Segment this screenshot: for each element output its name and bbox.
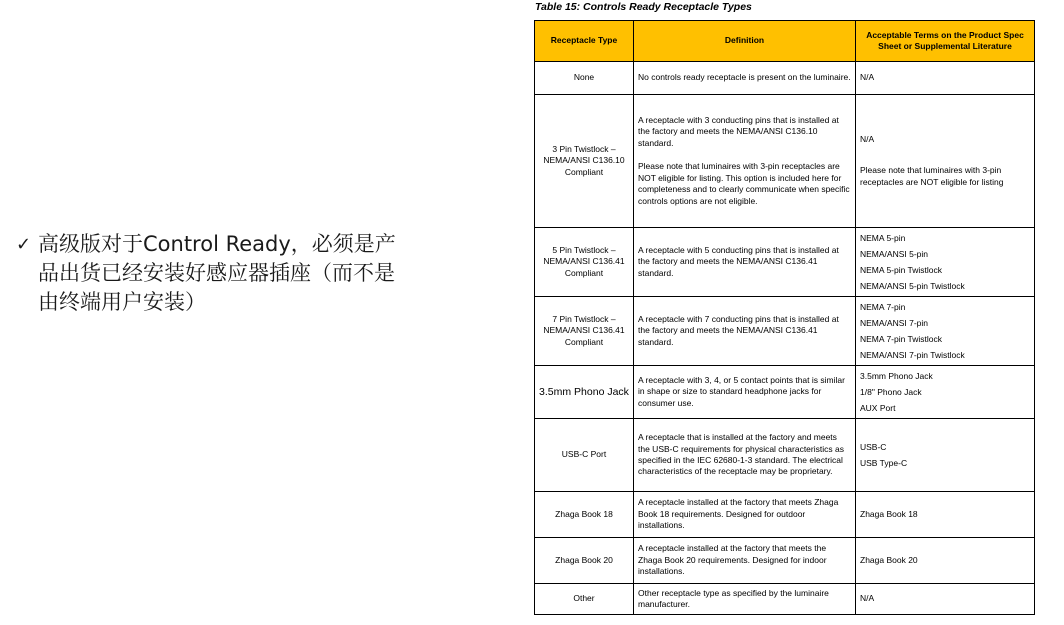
table-row: [535, 492, 1035, 538]
term-item: NEMA/ANSI 5-pin: [860, 249, 929, 259]
cell-definition: No controls ready receptacle is present on the luminaire.: [634, 62, 856, 95]
term-item: NEMA 7-pin Twistlock: [860, 334, 943, 344]
cell-definition: A receptacle with 5 conducting pins that is installed at the factory and meets the NEMA/ANSI C136.41 standard.: [634, 228, 856, 297]
bullet-text: 高级版对于Control Ready，必须是产品出货已经安装好感应器插座（而不是由终端用户安装）: [38, 232, 396, 314]
term-item: NEMA/ANSI 5-pin Twistlock: [860, 281, 965, 291]
cell-type: Zhaga Book 18: [535, 492, 634, 538]
terms-note: Please note that luminaires with 3-pin receptacles are NOT eligible for listing: [860, 165, 1004, 187]
cell-terms: [856, 95, 1035, 228]
cell-definition: A receptacle installed at the factory that meets the Zhaga Book 20 requirements. Designed for indoor installations.: [634, 538, 856, 584]
cell-definition: A receptacle installed at the factory that meets Zhaga Book 18 requirements. Designed for outdoor installations.: [634, 492, 856, 538]
term-item: USB-C: [860, 442, 887, 452]
term-item: NEMA/ANSI 7-pin Twistlock: [860, 350, 965, 360]
header-receptacle-type: Receptacle Type: [535, 21, 634, 62]
cell-type: Zhaga Book 20: [535, 538, 634, 584]
cell-terms: N/A: [856, 584, 1035, 615]
term-item: 3.5mm Phono Jack: [860, 371, 933, 381]
cell-type: 7 Pin Twistlock – NEMA/ANSI C136.41 Compliant: [535, 297, 634, 366]
header-acceptable-terms: Acceptable Terms on the Product Spec Sheet or Supplemental Literature: [856, 21, 1035, 62]
cell-terms: [856, 228, 1035, 297]
cell-terms: Zhaga Book 18: [856, 492, 1035, 538]
term-item: NEMA 5-pin Twistlock: [860, 265, 943, 275]
table-row: [535, 366, 1035, 419]
cell-definition: Other receptacle type as specified by the luminaire manufacturer.: [634, 584, 856, 615]
term-item: NEMA/ANSI 7-pin: [860, 318, 929, 328]
cell-type: None: [535, 62, 634, 95]
table-caption: Table 15: Controls Ready Receptacle Types: [535, 1, 752, 13]
table-row: [535, 62, 1035, 95]
table-row: [535, 228, 1035, 297]
header-definition: Definition: [634, 21, 856, 62]
table-row: [535, 419, 1035, 492]
cell-type: 3.5mm Phono Jack: [535, 366, 634, 419]
table-header-row: [535, 21, 1035, 62]
term-item: NEMA 5-pin: [860, 233, 906, 243]
table-row: [535, 297, 1035, 366]
term-item: NEMA 7-pin: [860, 302, 906, 312]
checkmark-icon: ✓: [16, 234, 32, 255]
definition-note: Please note that luminaires with 3-pin receptacles are NOT eligible for listing. This option is included here for completeness and to clearly communicate when specific controls options are not eligible.: [638, 161, 850, 206]
cell-definition: [634, 95, 856, 228]
cell-terms: [856, 419, 1035, 492]
definition-text: A receptacle with 3 conducting pins that is installed at the factory and meets the NEMA/ANSI C136.10 standard.: [638, 115, 839, 148]
table-row: [535, 584, 1035, 615]
cell-type: 3 Pin Twistlock – NEMA/ANSI C136.10 Compliant: [535, 95, 634, 228]
table-row: [535, 95, 1035, 228]
table-row: [535, 538, 1035, 584]
cell-type: Other: [535, 584, 634, 615]
bullet-point: [16, 230, 396, 317]
term-item: USB Type-C: [860, 458, 908, 468]
cell-type: USB-C Port: [535, 419, 634, 492]
cell-terms: [856, 297, 1035, 366]
cell-terms: N/A: [856, 62, 1035, 95]
cell-type: 5 Pin Twistlock – NEMA/ANSI C136.41 Compliant: [535, 228, 634, 297]
term-item: AUX Port: [860, 403, 896, 413]
cell-terms: [856, 366, 1035, 419]
cell-definition: A receptacle with 7 conducting pins that is installed at the factory and meets the NEMA/ANSI C136.41 standard.: [634, 297, 856, 366]
terms-text: N/A: [860, 133, 875, 144]
cell-definition: A receptacle that is installed at the factory and meets the USB-C requirements for physical characteristics as specified in the IEC 62680-1-3 standard. The electrical characteristics of the receptacle may be proprietary.: [634, 419, 856, 492]
term-item: 1/8" Phono Jack: [860, 387, 922, 397]
cell-terms: Zhaga Book 20: [856, 538, 1035, 584]
receptacle-types-table: [534, 20, 1035, 615]
cell-definition: A receptacle with 3, 4, or 5 contact points that is similar in shape or size to standard headphone jacks for consumer use.: [634, 366, 856, 419]
